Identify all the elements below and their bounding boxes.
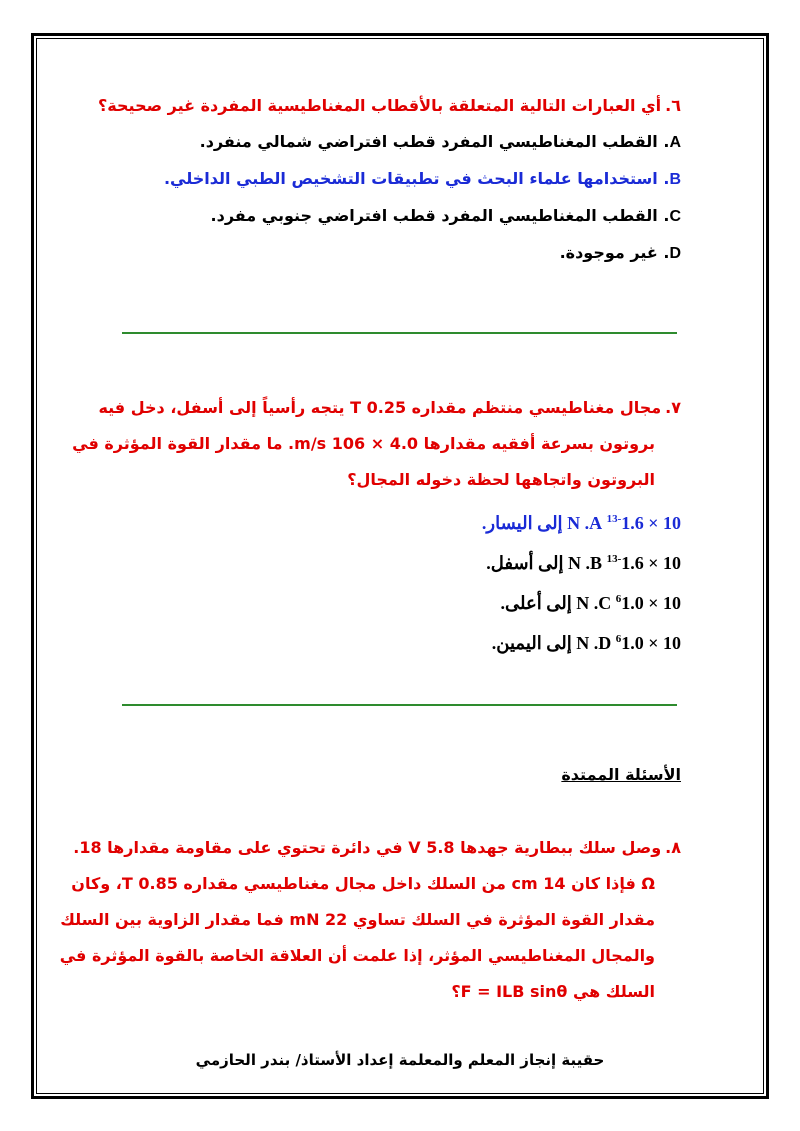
question-8-line-2: Ω فإذا كان 14 cm من السلك داخل مجال مغناطيسي مقداره 0.85 T، وكان — [71, 874, 655, 893]
question-8-line-5: السلك هي F = ILB sinθ؟ — [451, 982, 655, 1001]
option-b-correct: B. استخدامها علماء البحث في تطبيقات التشخيص الطبي الداخلي. — [163, 169, 681, 188]
option-unit: N — [576, 633, 590, 653]
option-exponent: 6 — [615, 593, 622, 605]
question-7-line-3: البروتون واتجاهها لحظة دخوله المجال؟ — [347, 470, 655, 489]
option-coefficient: 1.0 × 10 — [621, 633, 681, 653]
question-text: أي العبارات التالية المتعلقة بالأقطاب المغناطيسية المفردة غير صحيحة؟ — [98, 96, 662, 115]
question-number: ٨. — [665, 838, 681, 857]
option-coefficient: 1.6 × 10 — [621, 513, 681, 533]
question-7-line-2: بروتون بسرعة أفقيه مقدارها 4.0 × 106 m/s. ما مقدار القوة المؤثرة في — [72, 434, 655, 453]
question-text: مجال مغناطيسي منتظم مقداره 0.25 T يتجه رأسياً إلى أسفل، دخل فيه — [98, 398, 662, 417]
option-unit: N — [568, 553, 582, 573]
question-number: ٦. — [665, 96, 681, 115]
section-divider — [122, 332, 677, 334]
option-text: إلى اليمين. — [491, 633, 572, 653]
option-c: C. القطب المغناطيسي المفرد قطب افتراضي جنوبي مفرد. — [210, 206, 681, 225]
question-8-line-1 — [73, 830, 681, 866]
option-text: القطب المغناطيسي المفرد قطب افتراضي شمالي منفرد. — [199, 132, 658, 151]
question-7-line-1 — [98, 390, 681, 426]
option-d: $1.0 \times 10^6$ N .D إلى اليمين. — [491, 633, 681, 653]
option-unit: N — [567, 513, 581, 533]
option-text: استخدامها علماء البحث في تطبيقات التشخيص الطبي الداخلي. — [163, 169, 658, 188]
option-text: إلى اليسار. — [481, 513, 563, 533]
question-7 — [72, 390, 681, 498]
section-divider — [122, 704, 677, 706]
option-text: القطب المغناطيسي المفرد قطب افتراضي جنوبي مفرد. — [210, 206, 658, 225]
option-text: إلى أعلى. — [500, 593, 572, 613]
extended-questions-heading: الأسئلة الممتدة — [561, 765, 681, 784]
exam-page — [36, 38, 764, 1094]
question-7-options — [121, 501, 681, 661]
option-letter: C — [598, 593, 612, 613]
option-text: غير موجودة. — [559, 243, 658, 262]
option-exponent: -13 — [606, 513, 622, 525]
option-c: $1.0 \times 10^6$ N .C إلى أعلى. — [500, 593, 681, 613]
question-number: ٧. — [665, 398, 681, 417]
question-8-line-4: والمجال المغناطيسي المؤثر، إذا علمت أن العلاقة الخاصة بالقوة المؤثرة في — [59, 946, 655, 965]
question-6-stem — [98, 88, 681, 124]
option-coefficient: 1.6 × 10 — [621, 553, 681, 573]
option-exponent: 6 — [615, 633, 622, 645]
option-exponent: -13 — [606, 553, 622, 565]
option-letter: D — [669, 245, 681, 262]
page-footer: حقيبة إنجاز المعلم والمعلمة إعداد الأستاذ/ بندر الحازمي — [195, 1051, 605, 1069]
question-8 — [59, 830, 681, 1010]
option-text: إلى أسفل. — [486, 553, 564, 573]
question-6 — [98, 88, 681, 272]
option-a-correct: $1.6 \times 10^{-13}$ N .A إلى اليسار. — [481, 513, 681, 533]
option-letter: C — [669, 208, 681, 225]
option-letter: D — [598, 633, 612, 653]
option-b: $1.6 \times 10^{-13}$ N .B إلى أسفل. — [486, 553, 681, 573]
option-letter: B — [590, 553, 603, 573]
option-letter: A — [589, 513, 603, 533]
option-unit: N — [576, 593, 590, 613]
option-coefficient: 1.0 × 10 — [621, 593, 681, 613]
option-letter: B — [669, 171, 681, 188]
question-8-line-3: مقدار القوة المؤثرة في السلك تساوي 22 mN فما مقدار الزاوية بين السلك — [60, 910, 655, 929]
question-text: وصل سلك ببطارية جهدها 5.8 V في دائرة تحتوي على مقاومة مقدارها 18. — [73, 838, 662, 857]
option-a: A. القطب المغناطيسي المفرد قطب افتراضي شمالي منفرد. — [199, 132, 681, 151]
option-d: D. غير موجودة. — [559, 243, 681, 262]
option-letter: A — [669, 134, 681, 151]
